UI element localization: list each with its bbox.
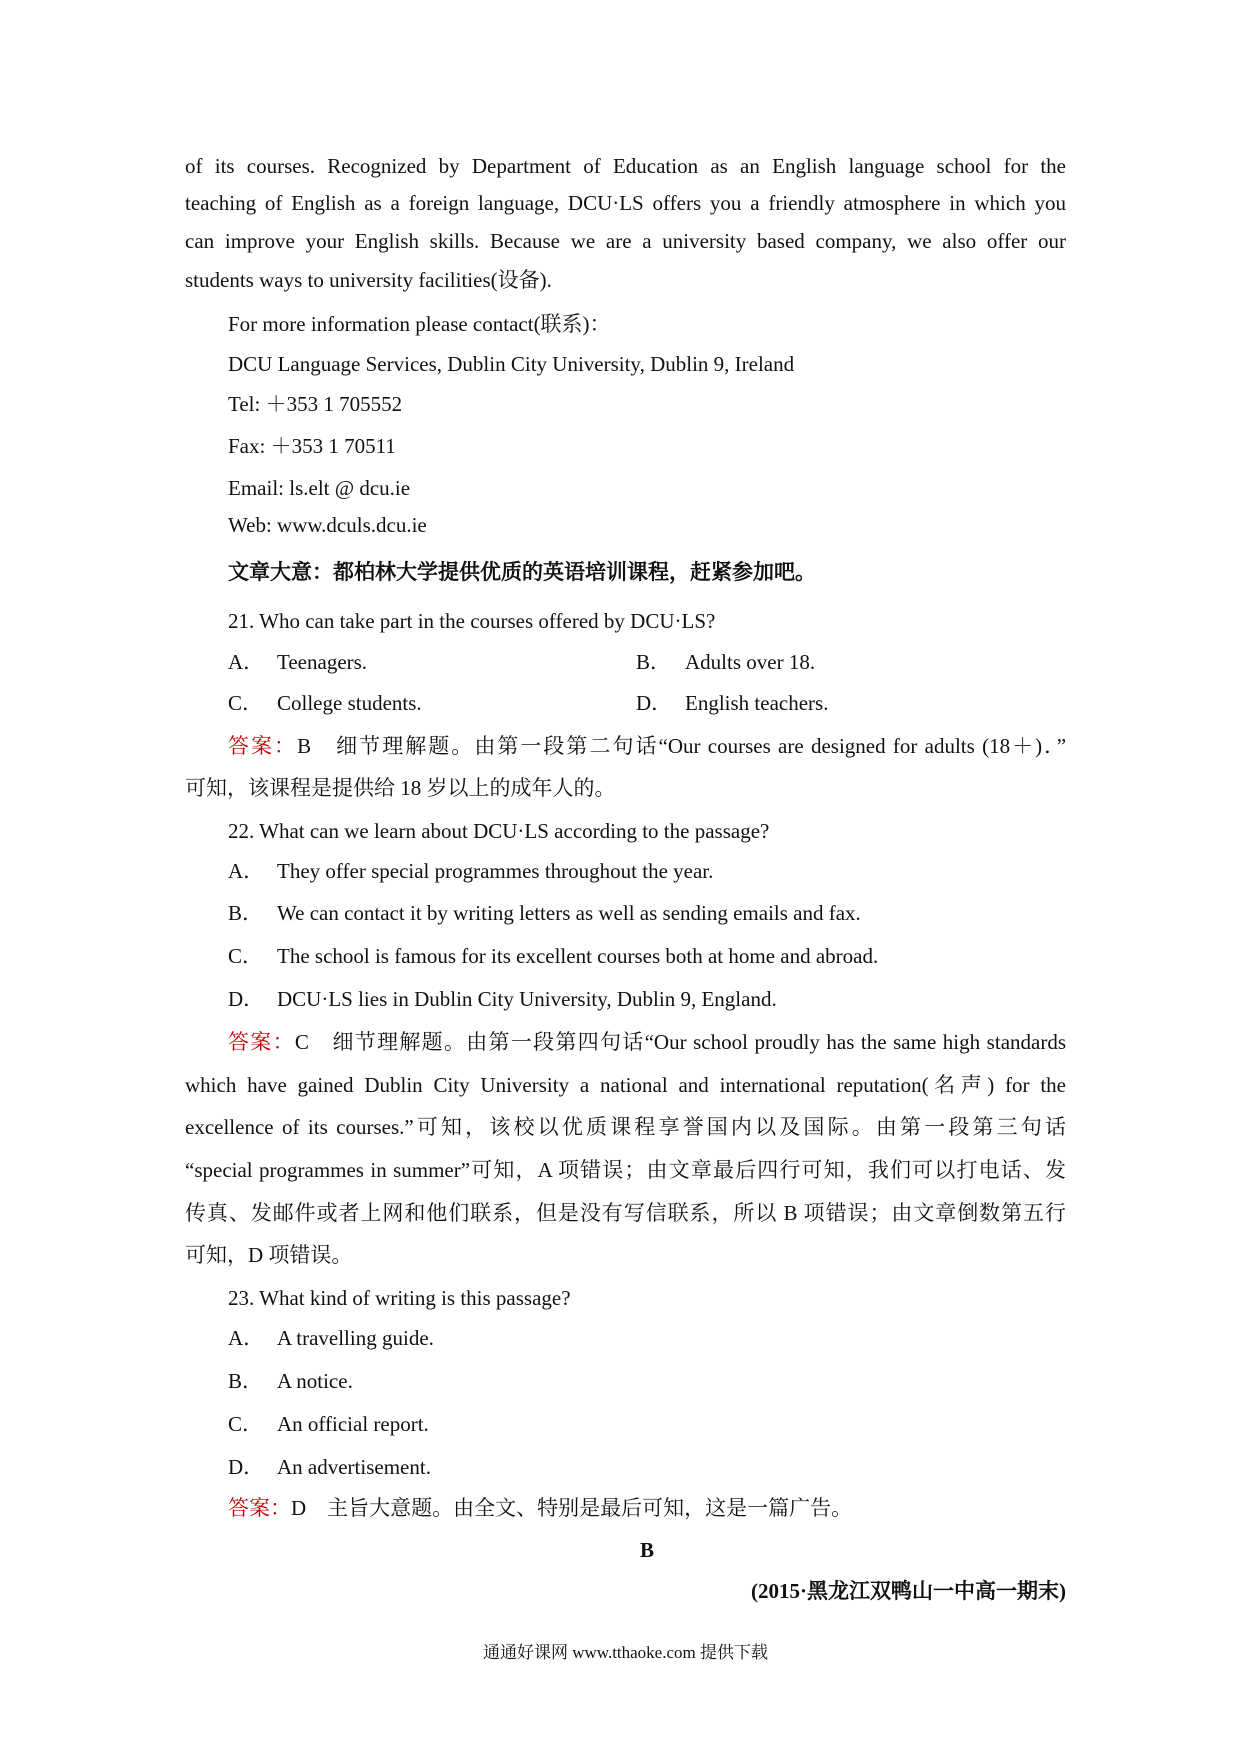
passage-line: teaching of English as a foreign language, DCU·LS offers you a friendly atmosphere in which you <box>185 191 1066 215</box>
option-label: A． <box>228 650 265 674</box>
question-option <box>228 984 777 1014</box>
contact-address: DCU Language Services, Dublin City University, Dublin 9, Ireland <box>228 352 795 376</box>
answer-line: “special programmes in summer”可知，A 项错误；由文章最后四行可知，我们可以打电话、发 <box>185 1158 1066 1182</box>
option-text: An advertisement. <box>277 1455 431 1479</box>
question-option <box>228 1452 431 1482</box>
option-text: A notice. <box>277 1369 353 1393</box>
contact-intro: For more information please contact(联系)： <box>228 312 611 336</box>
passage-line: can improve your English skills. Because we are a university based company, we also offer our <box>185 229 1066 253</box>
section-heading: B <box>640 1538 655 1562</box>
option-label: C． <box>228 944 264 968</box>
option-label: A． <box>228 1326 265 1350</box>
contact-fax: Fax: ＋353 1 70511 <box>228 434 396 458</box>
option-text: An official report. <box>277 1412 429 1436</box>
answer-line: 可知，D 项错误。 <box>185 1243 353 1267</box>
option-label: B． <box>228 1369 264 1393</box>
page-footer: 通通好课网 www.tthaoke.com 提供下载 <box>482 1643 769 1662</box>
answer-line: excellence of its courses.”可知，该校以优质课程享誉国内以及国际。由第一段第三句话 <box>185 1115 1066 1139</box>
option-text: The school is famous for its excellent courses both at home and abroad. <box>277 944 879 968</box>
answer-line <box>228 731 1066 761</box>
answer-line: 传真、发邮件或者上网和他们联系，但是没有写信联系，所以 B 项错误；由文章倒数第五行 <box>185 1201 1066 1225</box>
option-label: D． <box>228 1455 265 1479</box>
option-label: C． <box>228 691 264 715</box>
question-option <box>228 856 713 886</box>
option-label: A． <box>228 859 265 883</box>
passage-line: students ways to university facilities(设备). <box>185 268 552 292</box>
contact-web: Web: www.dculs.dcu.ie <box>228 513 427 537</box>
question-option <box>636 647 815 677</box>
answer-label: 答案： <box>228 734 298 758</box>
option-text: A travelling guide. <box>277 1326 434 1350</box>
option-text: We can contact it by writing letters as well as sending emails and fax. <box>277 901 861 925</box>
option-label: D． <box>228 987 265 1011</box>
question-stem: 22. What can we learn about DCU·LS according to the passage? <box>228 819 770 843</box>
answer-line <box>228 1027 1066 1057</box>
contact-tel: Tel: ＋353 1 705552 <box>228 392 403 416</box>
answer-label: 答案： <box>228 1496 291 1520</box>
question-stem: 21. Who can take part in the courses offered by DCU·LS? <box>228 609 716 633</box>
question-option <box>228 1323 434 1353</box>
option-text: English teachers. <box>685 691 829 715</box>
option-label: B． <box>228 901 264 925</box>
question-option <box>228 898 861 928</box>
answer-line: which have gained Dublin City University a national and international reputation(名声) for the <box>185 1073 1066 1097</box>
answer-text: B 细节理解题。由第一段第二句话“Our courses are designed for adults (18＋)．” <box>297 734 1066 758</box>
answer-text: D 主旨大意题。由全文、特别是最后可知，这是一篇广告。 <box>291 1496 853 1520</box>
option-text: They offer special programmes throughout the year. <box>277 859 714 883</box>
option-label: C． <box>228 1412 264 1436</box>
section-source: (2015·黑龙江双鸭山一中高一期末) <box>751 1579 1066 1603</box>
passage-summary: 文章大意：都柏林大学提供优质的英语培训课程，赶紧参加吧。 <box>228 560 816 584</box>
question-option <box>228 941 878 971</box>
answer-line: 可知，该课程是提供给 18 岁以上的成年人的。 <box>185 776 616 800</box>
answer-line <box>228 1493 852 1523</box>
passage-line: of its courses. Recognized by Department of Education as an English language school for the <box>185 154 1066 178</box>
question-option <box>228 1409 429 1439</box>
contact-email: Email: ls.elt @ dcu.ie <box>228 476 411 500</box>
option-text: Adults over 18. <box>685 650 816 674</box>
question-option <box>228 1366 353 1396</box>
option-label: D． <box>636 691 673 715</box>
question-option <box>228 647 367 677</box>
answer-text: C 细节理解题。由第一段第四句话“Our school proudly has the same high standards <box>294 1030 1066 1054</box>
answer-label: 答案： <box>228 1030 295 1054</box>
option-text: College students. <box>277 691 422 715</box>
question-stem: 23. What kind of writing is this passage? <box>228 1286 571 1310</box>
option-text: Teenagers. <box>277 650 368 674</box>
option-label: B． <box>636 650 672 674</box>
option-text: DCU·LS lies in Dublin City University, Dublin 9, England. <box>277 987 777 1011</box>
question-option <box>228 688 422 718</box>
question-option <box>636 688 828 718</box>
